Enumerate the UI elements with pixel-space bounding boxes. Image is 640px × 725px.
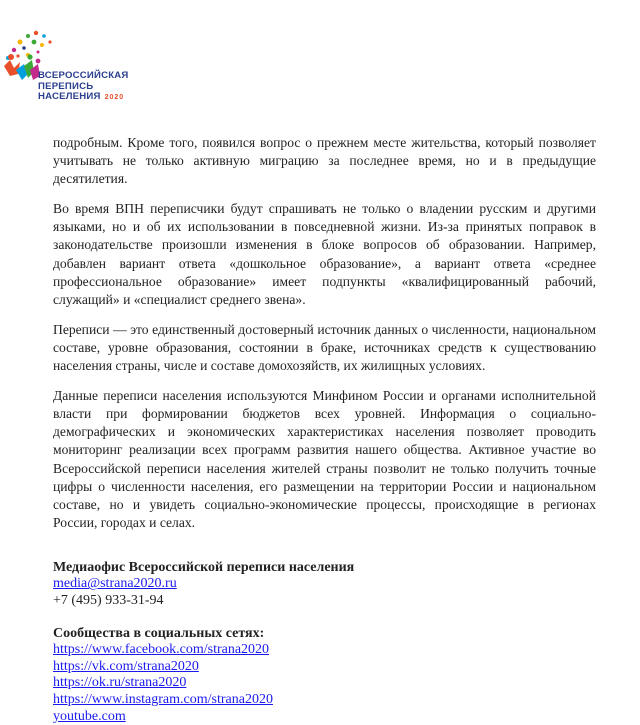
logo-line-3: НАСЕЛЕНИЯ 2020	[38, 91, 125, 102]
press-release-body	[53, 134, 596, 725]
paragraph: Во время ВПН переписчики будут спрашивать не только о владении русским и другими языками, но и об их использовании в повседневной жизни. Из-за принятых поправок в законодательстве произошли изменения в блоке вопросов об образовании. Например, добавлен вариант ответа «дошкольное образование», а вариант ответа «среднее профессиональное образование» имеет подпункты «квалифицированный рабочий, служащий» и «специалист среднего звена».	[53, 201, 596, 307]
instagram-link[interactable]: https://www.instagram.com/strana2020	[53, 692, 273, 708]
logo-line-2: ПЕРЕПИСЬ	[38, 80, 94, 92]
youtube-link[interactable]: youtube.com	[53, 708, 126, 724]
logo-line-1: ВСЕРОССИЙСКАЯ	[38, 70, 129, 81]
logo-text	[38, 71, 128, 104]
social-heading: Сообщества в социальных сетях:	[53, 625, 265, 641]
phone-number: +7 (495) 933-31-94	[53, 593, 164, 609]
paragraph: подробным. Кроме того, появился вопрос о прежнем месте жительства, который позволяет учитывать не только активную миграцию за последнее время, но и в предыдущие десятилетия.	[53, 135, 596, 187]
ok-link[interactable]: https://ok.ru/strana2020	[53, 675, 187, 691]
vk-link[interactable]: https://vk.com/strana2020	[53, 658, 199, 674]
logo-year: 2020	[104, 94, 125, 101]
facebook-link[interactable]: https://www.facebook.com/strana2020	[53, 642, 270, 658]
media-office-heading: Медиаофис Всероссийской переписи населения	[53, 559, 355, 575]
contacts-block	[53, 560, 596, 725]
census-logo	[0, 30, 150, 120]
paragraph: Данные переписи населения используются Минфином России и органами исполнительной власти при формировании бюджетов всех уровней. Информация о социально-демографических и экономических характеристиках населения позволяет проводить мониторинг реализации всех программ развития нашего общества. Активное участие во Всероссийской переписи населения жителей страны позволит не только получить точные цифры о численности населения, его размещении на территории России и национальном составе, но и увидеть социально-экономические процессы, происходящие в регионах России, городах и селах.	[53, 388, 596, 530]
paragraph: Переписи — это единственный достоверный источник данных о численности, национальном составе, уровне образования, состоянии в браке, источниках средств к существованию населения страны, числе и составе домохозяйств, их жилищных условиях.	[53, 321, 596, 374]
email-link[interactable]: media@strana2020.ru	[53, 576, 177, 592]
